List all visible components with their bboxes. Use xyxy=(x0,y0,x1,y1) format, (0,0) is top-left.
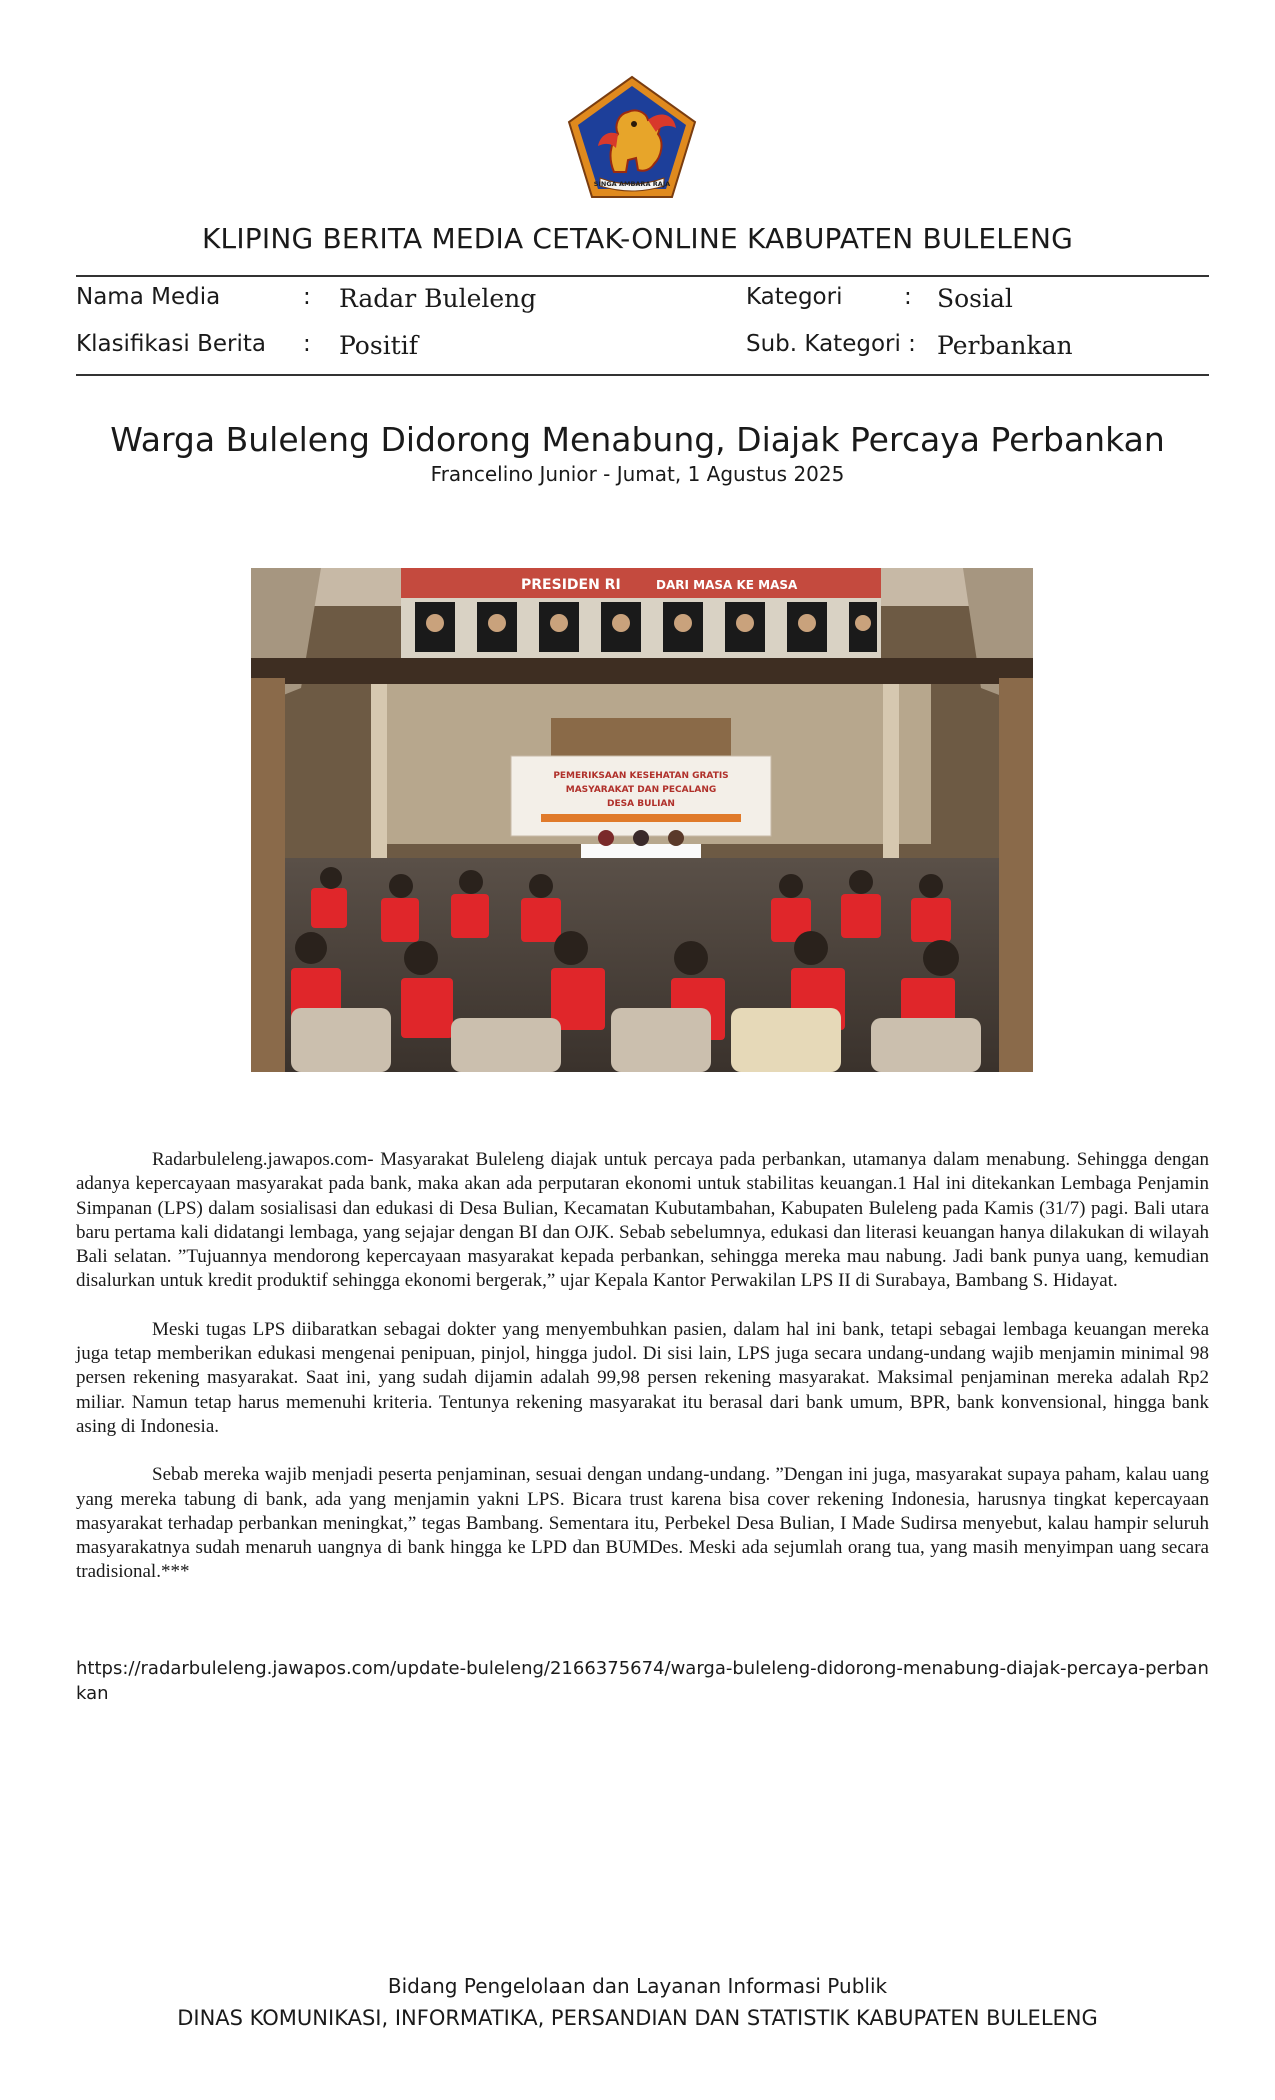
sub-kategori-value: Perbankan xyxy=(937,331,1073,360)
article-paragraph-2: Meski tugas LPS diibaratkan sebagai dokter yang menyembuhkan pasien, dalam hal ini bank, tetapi sebagai lembaga keuangan mereka juga tetap memberikan edukasi mengenai penipuan, pinjol, hingga judol. Di sisi lain, LPS juga secara undang-undang wajib menjamin minimal 98 persen rekening masyarakat. Saat ini, yang sudah dijamin adalah 99,98 persen rekening masyarakat. Maksimal penjaminan mereka adalah Rp2 miliar. Namun tetap harus memenuhi kriteria. Tentunya rekening masyarakat itu berasal dari bank umum, BPR, bank konvensional, hingga bank asing di Indonesia. xyxy=(76,1318,1209,1437)
article-photo xyxy=(251,568,1033,1072)
logo-motto: SINGA AMBARA RAJA xyxy=(593,180,671,188)
divider-top xyxy=(76,275,1209,277)
klasifikasi-berita-label: Klasifikasi Berita xyxy=(76,331,267,357)
divider-bottom xyxy=(76,374,1209,376)
klasifikasi-berita-value: Positif xyxy=(339,331,418,360)
photo-stage-banner-line-1: PEMERIKSAAN KESEHATAN GRATIS xyxy=(553,771,729,781)
photo-banner-left: PRESIDEN RI xyxy=(521,577,621,593)
article-title: Warga Buleleng Didorong Menabung, Diajak Percaya Perbankan xyxy=(110,420,1165,459)
kategori-colon: : xyxy=(904,284,912,310)
footer-department: DINAS KOMUNIKASI, INFORMATIKA, PERSANDIAN DAN STATISTIK KABUPATEN BULELENG xyxy=(177,2006,1098,2030)
sub-kategori-label: Sub. Kategori : xyxy=(746,331,916,357)
article-body xyxy=(76,1148,1209,1609)
footer-division: Bidang Pengelolaan dan Layanan Informasi Publik xyxy=(387,1974,888,1998)
photo-stage-banner-line-2: MASYARAKAT DAN PECALANG xyxy=(565,785,717,795)
nama-media-value: Radar Buleleng xyxy=(339,284,537,313)
buleleng-regency-logo xyxy=(564,74,700,202)
kategori-value: Sosial xyxy=(937,284,1013,313)
article-byline: Francelino Junior - Jumat, 1 Agustus 2025 xyxy=(430,462,845,486)
document-header-title: KLIPING BERITA MEDIA CETAK-ONLINE KABUPATEN BULELENG xyxy=(201,222,1073,255)
nama-media-colon: : xyxy=(303,284,311,310)
source-url-link[interactable]: https://radarbuleleng.jawapos.com/update-buleleng/2166375674/warga-buleleng-didorong-menabung-diajak-percaya-perbankan xyxy=(76,1658,1209,1704)
article-paragraph-1: Radarbuleleng.jawapos.com- Masyarakat Buleleng diajak untuk percaya pada perbankan, utamanya dalam menabung. Sehingga dengan adanya kepercayaan masyarakat pada bank, maka akan ada perputaran ekonomi untuk stabilitas keuangan.1 Hal ini ditekankan Lembaga Penjamin Simpanan (LPS) dalam sosialisasi dan edukasi di Desa Bulian, Kecamatan Kubutambahan, Kabupaten Buleleng pada Kamis (31/7) pagi. Bali utara baru pertama kali didatangi lembaga, yang sejajar dengan BI dan OJK. Sebab sebelumnya, edukasi dan literasi keuangan hanya dilakukan di wilayah Bali selatan. ”Tujuannya mendorong kepercayaan masyarakat kepada perbankan, sehingga mereka mau nabung. Jadi bank punya uang, kemudian disalurkan untuk kredit produktif sehingga ekonomi bergerak,” ujar Kepala Kantor Perwakilan LPS II di Surabaya, Bambang S. Hidayat. xyxy=(76,1149,1209,1292)
kategori-label: Kategori xyxy=(746,284,843,310)
article-paragraph-3: Sebab mereka wajib menjadi peserta penjaminan, sesuai dengan undang-undang. ”Dengan ini juga, masyarakat supaya paham, kalau uang yang mereka tabung di bank, ada yang menjamin yakni LPS. Bicara trust karena bisa cover rekening Indonesia, harusnya tingkat kepercayaan masyarakat terhadap perbankan meningkat,” tegas Bambang. Sementara itu, Perbekel Desa Bulian, I Made Sudirsa menyebut, kalau hampir seluruh masyarakatnya sudah menaruh uangnya di bank hingga ke LPD dan BUMDes. Meski ada sejumlah orang tua, yang masih menyimpan uang secara tradisional.*** xyxy=(76,1464,1209,1583)
photo-banner-right: DARI MASA KE MASA xyxy=(656,578,798,592)
nama-media-label: Nama Media xyxy=(76,284,221,310)
photo-stage-banner-line-3: DESA BULIAN xyxy=(607,799,675,809)
klasifikasi-berita-colon: : xyxy=(303,331,311,357)
